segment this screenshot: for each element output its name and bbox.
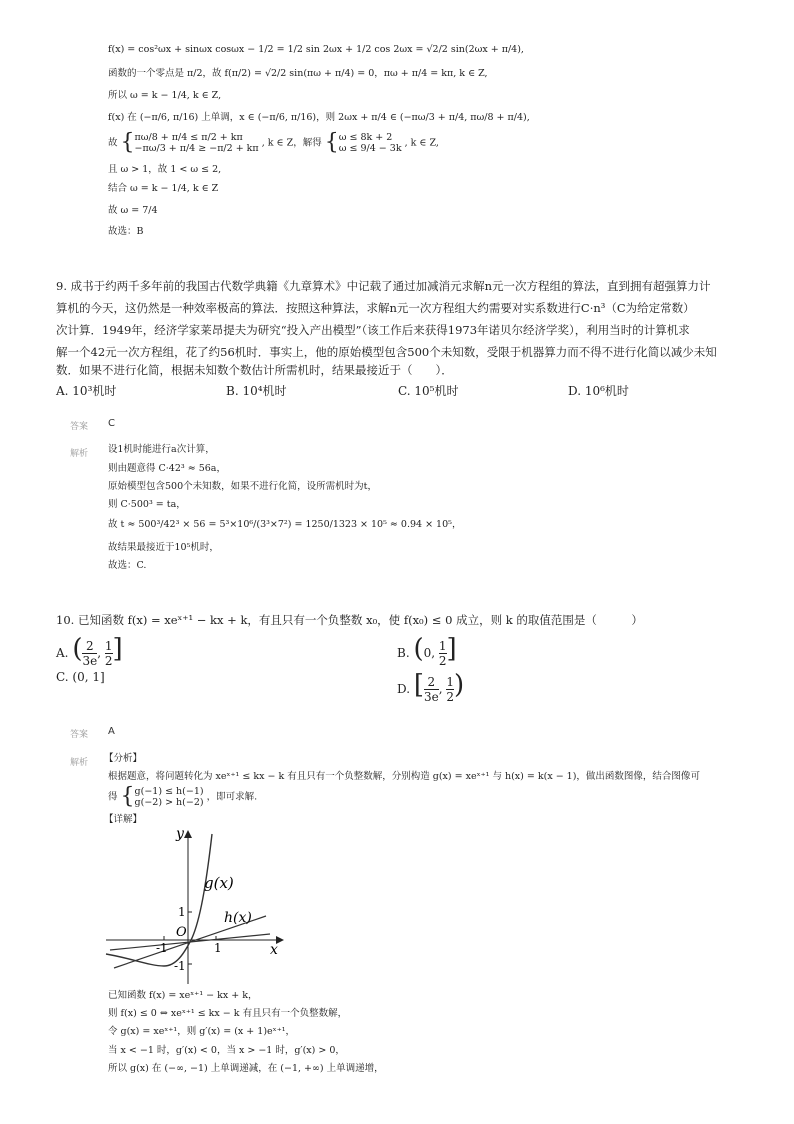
y-axis-arrow bbox=[184, 830, 192, 838]
label-tick-y1: 1 bbox=[178, 905, 186, 919]
analysis-line: 设1机时能进行a次计算， bbox=[108, 444, 215, 455]
solution-line: f(x) = cos²ωx + sinωx cosωx − 1/2 = 1/2 sin 2ωx + 1/2 cos 2ωx = √2/2 sin(2ωx + π/4), bbox=[108, 44, 524, 55]
solution-line: 且 ω > 1，故 1 < ω ≤ 2, bbox=[108, 164, 222, 175]
option-a: A. ($\frac{2}{3e}$, $\frac{1}{2}$] bbox=[56, 634, 123, 668]
analysis-label: 解析 bbox=[70, 758, 89, 768]
option-c: C. (0, 1] bbox=[56, 670, 105, 684]
label-tick-yneg1: -1 bbox=[174, 959, 186, 973]
label-x: x bbox=[270, 942, 278, 958]
label-tick-xneg1: -1 bbox=[156, 941, 168, 955]
detail-line: 已知函数 f(x) = xeˣ⁺¹ − kx + k， bbox=[108, 990, 258, 1001]
analysis-line: 则 C·500³ = ta， bbox=[108, 499, 186, 510]
fenxi-system-line: 得 {g(−1) ≤ h(−1) g(−2) > h(−2) ，即可求解. bbox=[108, 784, 258, 809]
answer-value: C bbox=[108, 418, 115, 429]
analysis-line: 故结果最接近于10⁵机时， bbox=[108, 542, 219, 553]
solution-line: 故选：B bbox=[108, 226, 144, 237]
xiangjie-label: 【详解】 bbox=[104, 814, 143, 825]
option-d: D. [$\frac{2}{3e}$, $\frac{1}{2}$) bbox=[397, 670, 465, 704]
label-h: h(x) bbox=[224, 910, 252, 926]
question-stem: 10. 已知函数 f(x) = xeˣ⁺¹ − kx + k，有且只有一个负整数 x₀，使 f(x₀) ≤ 0 成立，则 k 的取值范围是（ ） bbox=[56, 613, 643, 627]
fenxi-label: 【分析】 bbox=[104, 753, 143, 764]
detail-line: 所以 g(x) 在 (−∞, −1) 上单调递减，在 (−1, +∞) 上单调递增， bbox=[108, 1063, 384, 1074]
option-b: B. (0, $\frac{1}{2}$] bbox=[397, 634, 457, 668]
label-origin: O bbox=[176, 925, 187, 940]
solution-line: 函数的一个零点是 π/2，故 f(π/2) = √2/2 sin(πω + π/4) = 0，πω + π/4 = kπ, k ∈ Z, bbox=[108, 68, 488, 79]
line-h-2 bbox=[110, 934, 270, 950]
option-d: D. 10⁶机时 bbox=[568, 384, 629, 398]
analysis-line: 原始模型包含500个未知数，如果不进行化简，设所需机时为t， bbox=[108, 481, 377, 492]
solution-line: 故 ω = 7/4 bbox=[108, 205, 158, 216]
solution-line: f(x) 在 (−π/6, π/16) 上单调，x ∈ (−π/6, π/16)，则 2ωx + π/4 ∈ (−πω/3 + π/4, πω/8 + π/4), bbox=[108, 112, 530, 123]
detail-line: 则 f(x) ≤ 0 ⇔ xeˣ⁺¹ ≤ kx − k 有且只有一个负整数解， bbox=[108, 1008, 348, 1019]
analysis-line: 则由题意得 C·42³ ≈ 56a， bbox=[108, 463, 226, 474]
fenxi-line: 根据题意，将问题转化为 xeˣ⁺¹ ≤ kx − k 有且只有一个负整数解，分别构造 g(x) = xeˣ⁺¹ 与 h(x) = k(x − 1)，做出函数图像，结合图像可 bbox=[108, 771, 700, 782]
label-tick-x1: 1 bbox=[214, 941, 222, 955]
question-stem-line: 解一个42元一次方程组，花了约56机时．事实上，他的原始模型包含500个未知数，受限于机器算力而不得不进行化简以减少未知 bbox=[56, 345, 717, 359]
question-stem-line: 算机的今天，这仍然是一种效率极高的算法．按照这种算法，求解n元一次方程组大约需要对实系数进行C·n³（C为给定常数） bbox=[56, 301, 695, 315]
option-a: A. 10³机时 bbox=[56, 384, 117, 398]
label-y: y bbox=[176, 826, 184, 842]
detail-line: 当 x < −1 时，g′(x) < 0，当 x > −1 时，g′(x) > 0， bbox=[108, 1045, 345, 1056]
solution-line: 所以 ω = k − 1/4, k ∈ Z, bbox=[108, 90, 222, 101]
analysis-label: 解析 bbox=[70, 449, 89, 459]
solution-line: 结合 ω = k − 1/4, k ∈ Z bbox=[108, 183, 219, 194]
label-g: g(x) bbox=[204, 874, 234, 892]
question-stem-line: 次计算．1949年，经济学家莱昂提夫为研究“投入产出模型”（该工作后来获得1973年诺贝尔经济学奖），利用当时的计算机求 bbox=[56, 323, 690, 337]
detail-line: 令 g(x) = xeˣ⁺¹，则 g′(x) = (x + 1)eˣ⁺¹， bbox=[108, 1026, 296, 1037]
function-graph bbox=[100, 826, 290, 986]
question-stem-line: 9. 成书于约两千多年前的我国古代数学典籍《九章算术》中记载了通过加减消元求解n元一次方程组的算法，直到拥有超强算力计 bbox=[56, 279, 711, 293]
option-c: C. 10⁵机时 bbox=[398, 384, 459, 398]
answer-label: 答案 bbox=[70, 730, 89, 740]
answer-value: A bbox=[108, 726, 115, 737]
option-b: B. 10⁴机时 bbox=[226, 384, 287, 398]
solution-system-line: 故 {πω/8 + π/4 ≤ π/2 + kπ −πω/3 + π/4 ≥ −π/2 + kπ , k ∈ Z，解得 {ω ≤ 8k + 2 ω ≤ 9/4 − 3k , k ∈ Z, bbox=[108, 130, 439, 155]
analysis-line: 故选：C. bbox=[108, 560, 147, 571]
analysis-line: 故 t ≈ 500³/42³ × 56 = 5³×10⁶/(3³×7²) = 1250/1323 × 10⁵ ≈ 0.94 × 10⁵， bbox=[108, 519, 462, 530]
question-stem-line: 数．如果不进行化简，根据未知数个数估计所需机时，结果最接近于（ ）． bbox=[56, 363, 453, 377]
answer-label: 答案 bbox=[70, 422, 89, 432]
